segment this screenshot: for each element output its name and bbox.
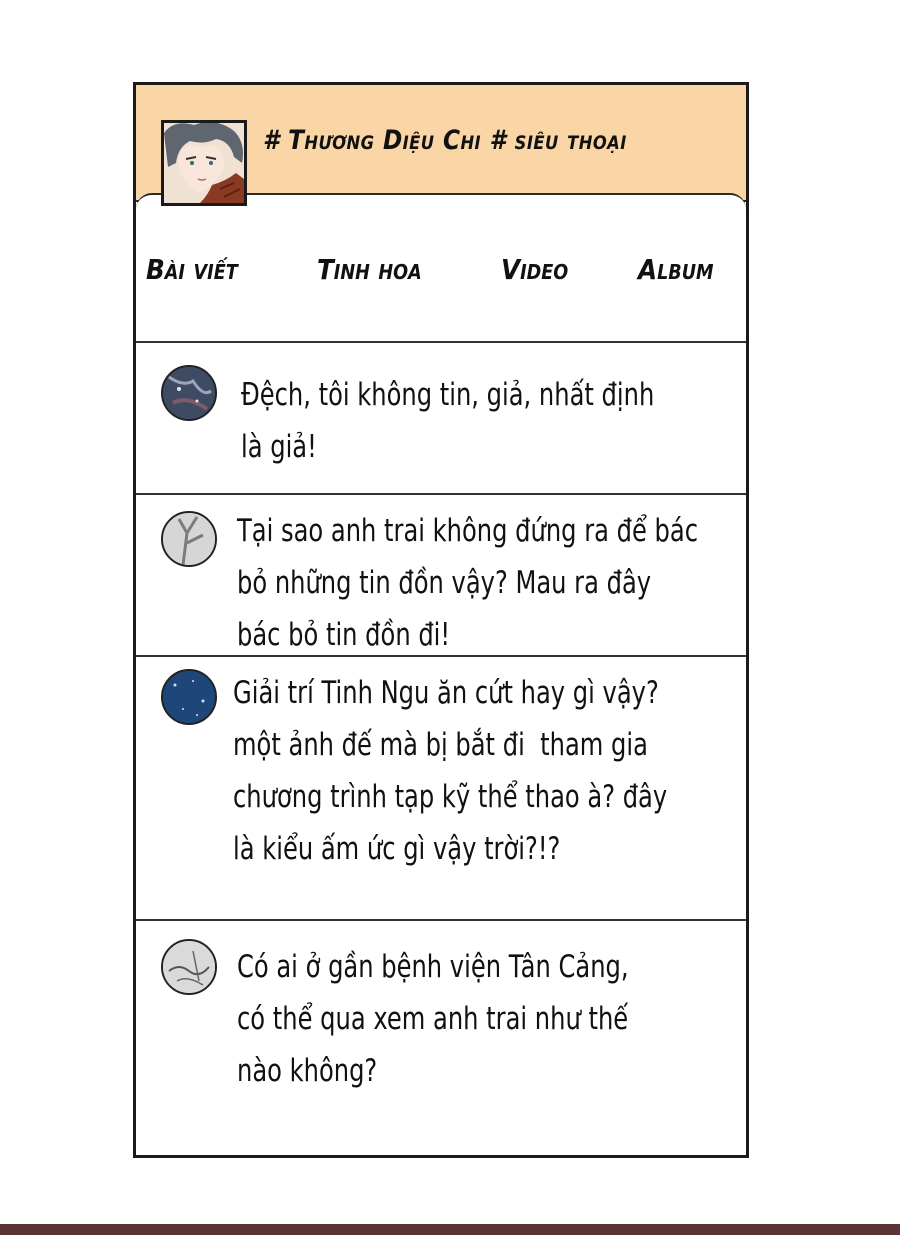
- sketch-avatar-icon[interactable]: [161, 939, 217, 995]
- post-item[interactable]: [136, 657, 746, 919]
- topic-title: # Thương Diệu Chi # siêu thoại: [263, 125, 627, 156]
- tab-featured[interactable]: Tinh hoa: [317, 253, 422, 286]
- post-text: Giải trí Tinh Ngu ăn cứt hay gì vậy? một ảnh đế mà bị bắt đi tham gia chương trình tạp kỹ thể thao à? đây là kiểu ấm ức gì vậy trời?!?: [233, 675, 668, 867]
- man-portrait-icon: [164, 123, 244, 203]
- post-text: Có ai ở gần bệnh viện Tân Cảng, có thể qua xem anh trai như thế nào không?: [237, 949, 629, 1089]
- post-text: Tại sao anh trai không đứng ra để bác bỏ những tin đồn vậy? Mau ra đây bác bỏ tin đồn đi!: [237, 513, 699, 653]
- bottom-panel-edge: [0, 1224, 900, 1235]
- starry-avatar-icon[interactable]: [161, 669, 217, 725]
- tab-video[interactable]: Video: [501, 253, 569, 286]
- topic-avatar[interactable]: [161, 120, 247, 206]
- tab-album[interactable]: Album: [638, 253, 714, 286]
- tab-bar: [136, 235, 746, 305]
- topic-page: [133, 82, 749, 1158]
- galaxy-avatar-icon[interactable]: [161, 365, 217, 421]
- post-text: Đệch, tôi không tin, giả, nhất định là giả!: [241, 377, 655, 465]
- post-item[interactable]: [136, 495, 746, 655]
- post-item[interactable]: [136, 921, 746, 1151]
- post-item[interactable]: [136, 343, 746, 493]
- tab-posts[interactable]: Bài viết: [146, 253, 238, 286]
- tree-avatar-icon[interactable]: [161, 511, 217, 567]
